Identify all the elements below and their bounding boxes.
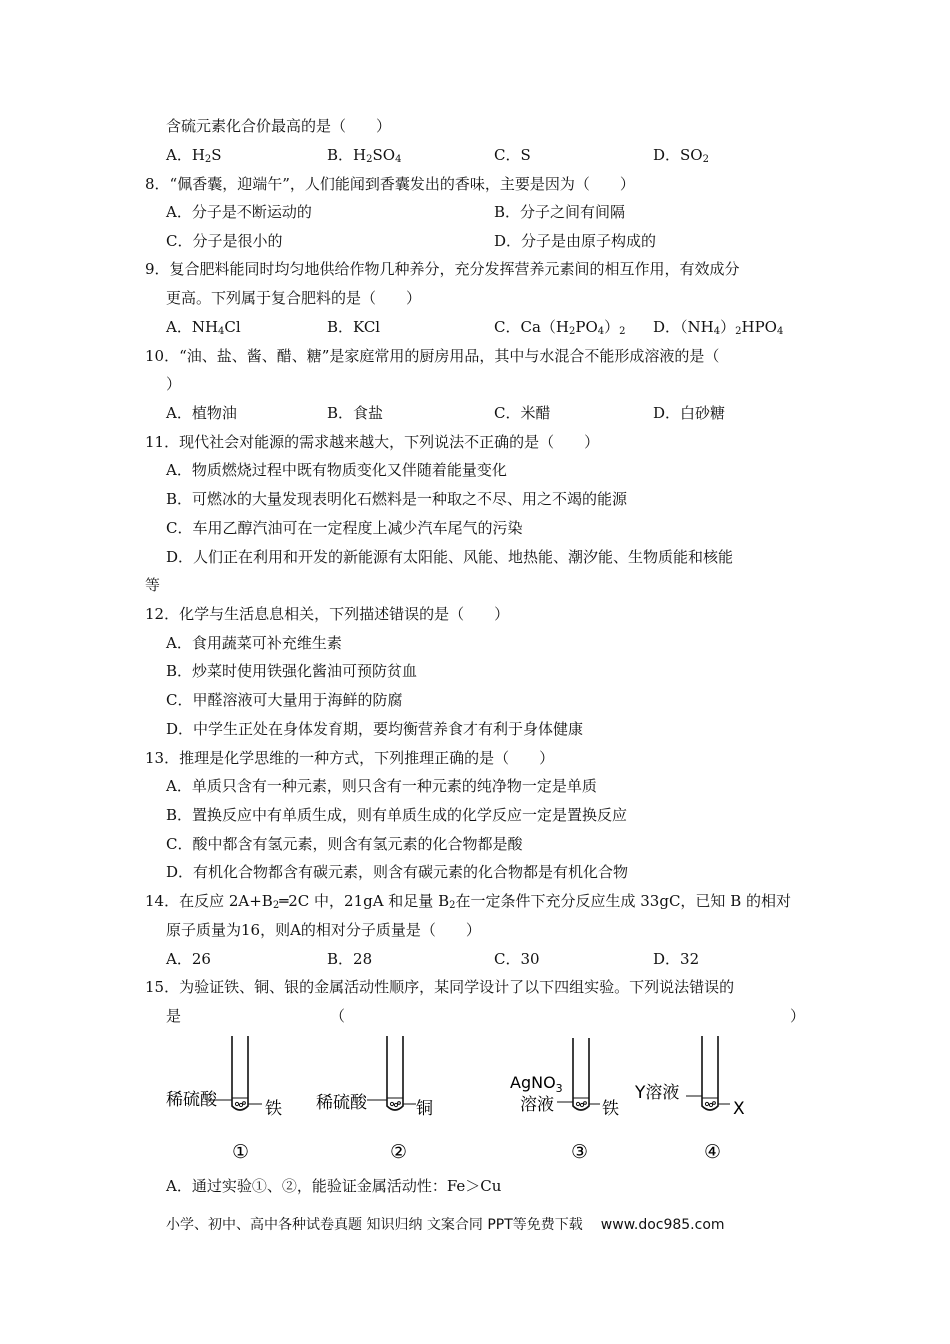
q12-stem: 12．化学与生活息息相关，下列描述错误的是（ ） [145, 605, 510, 623]
q15-option-a: A．通过实验①、②，能验证金属活动性：Fe＞Cu [166, 1177, 502, 1195]
q14-option-b: B．28 [327, 950, 373, 968]
experiment-3-metal: 铁 [602, 1099, 619, 1119]
q13-option-c: C．酸中都含有氢元素，则含有氢元素的化合物都是酸 [166, 835, 523, 853]
q11-option-b: B．可燃冰的大量发现表明化石燃料是一种取之不尽、用之不竭的能源 [166, 490, 628, 508]
experiment-3-number: ③ [571, 1141, 589, 1163]
q14-option-a: A．26 [166, 950, 211, 968]
q12-option-d: D．中学生正处在身体发育期，要均衡营养食才有利于身体健康 [166, 720, 584, 738]
q7-option-a: A．$H_2S$ [166, 146, 222, 165]
experiment-3-solution-label: 溶液 [520, 1095, 554, 1115]
q11-option-c: C．车用乙醇汽油可在一定程度上减少汽车尾气的污染 [166, 519, 523, 537]
q8-option-d: D．分子是由原子构成的 [494, 232, 657, 250]
q7-option-c: C．S [494, 146, 531, 164]
q10-option-d: D．白砂糖 [653, 404, 726, 422]
q13-option-b: B．置换反应中有单质生成，则有单质生成的化学反应一定是置换反应 [166, 806, 628, 824]
experiment-4-solution: Y溶液 [635, 1083, 680, 1103]
q10-stem-line2: ） [166, 375, 182, 393]
q8-option-b: B．分子之间有间隔 [494, 203, 626, 221]
experiment-3-solution-formula: AgNO$_3$ [510, 1073, 563, 1095]
q9-option-c: C．$Ca(H_2PO_4)_2$ [494, 318, 626, 337]
q14-stem-line2: 原子质量为16，则A的相对分子质量是（ ） [166, 921, 481, 939]
q9-option-b: B．KCl [327, 318, 381, 336]
q11-stem: 11．现代社会对能源的需求越来越大，下列说法不正确的是（ ） [145, 433, 600, 451]
q10-option-c: C．米醋 [494, 404, 551, 422]
experiment-1-solution: 稀硫酸 [166, 1090, 217, 1110]
q12-option-c: C．甲醛溶液可大量用于海鲜的防腐 [166, 691, 403, 709]
q14-option-d: D．32 [653, 950, 700, 968]
q14-option-c: C．30 [494, 950, 540, 968]
experiment-1-metal: 铁 [265, 1099, 282, 1119]
experiment-2-number: ② [390, 1141, 408, 1163]
q9-option-a: A．$NH_4Cl$ [166, 318, 241, 337]
page-footer [166, 1214, 725, 1234]
q13-stem: 13．推理是化学思维的一种方式，下列推理正确的是（ ） [145, 749, 555, 767]
q11-option-d-wrap: 等 [145, 576, 161, 594]
experiment-1-number: ① [232, 1141, 250, 1163]
experiment-2-solution: 稀硫酸 [316, 1093, 367, 1113]
experiment-2 [316, 1036, 433, 1163]
q7-stem: 含硫元素化合价最高的是（ ） [166, 117, 392, 135]
q7-option-b: B．$H_2SO_4$ [327, 146, 402, 165]
q15-paren-close: ） [790, 1007, 806, 1025]
q15-paren-open: （ [330, 1007, 346, 1025]
q15-stem-line1: 15．为验证铁、铜、银的金属活动性顺序，某同学设计了以下四组实验。下列说法错误的 [145, 978, 735, 996]
q12-option-a: A．食用蔬菜可补充维生素 [166, 634, 342, 652]
q12-option-b: B．炒菜时使用铁强化酱油可预防贫血 [166, 662, 418, 680]
q10-option-a: A．植物油 [166, 404, 237, 422]
experiment-diagram [150, 1030, 790, 1170]
q13-option-d: D．有机化合物都含有碳元素，则含有碳元素的化合物都是有机化合物 [166, 863, 629, 881]
q9-option-d: D．$(NH_4)_2HPO_4$ [653, 318, 784, 337]
experiment-2-metal: 铜 [416, 1099, 433, 1119]
q8-stem: 8．“佩香囊，迎端午”，人们能闻到香囊发出的香味，主要是因为（ ） [145, 175, 635, 193]
experiment-4-metal: X [733, 1099, 745, 1119]
q10-option-b: B．食盐 [327, 404, 384, 422]
q7-option-d: D．$SO_2$ [653, 146, 709, 165]
q9-stem-line2: 更高。下列属于复合肥料的是（ ） [166, 289, 422, 307]
footer-site-link[interactable]: www.doc985.com [600, 1217, 725, 1233]
q13-option-a: A．单质只含有一种元素，则只含有一种元素的纯净物一定是单质 [166, 777, 597, 795]
experiment-3 [510, 1038, 619, 1163]
q9-stem-line1: 9．复合肥料能同时均匀地供给作物几种养分，充分发挥营养元素间的相互作用，有效成分 [145, 260, 740, 278]
q8-option-c: C．分子是很小的 [166, 232, 283, 250]
q11-option-d: D．人们正在利用和开发的新能源有太阳能、风能、地热能、潮汐能、生物质能和核能 [166, 548, 734, 566]
q15-stem-line2: 是 [166, 1007, 182, 1025]
q14-stem-line1: 14．在反应 $2A+B_2═2C$ 中，21gA 和足量 $B_2$在一定条件下充分反应生成 33gC，已知 B 的相对 [145, 892, 791, 911]
q11-option-a: A．物质燃烧过程中既有物质变化又伴随着能量变化 [166, 461, 507, 479]
experiment-4 [634, 1036, 745, 1163]
q10-stem-line1: 10．“油、盐、酱、醋、糖”是家庭常用的厨房用品，其中与水混合不能形成溶液的是（ [145, 347, 720, 365]
q8-option-a: A．分子是不断运动的 [166, 203, 312, 221]
footer-text: 小学、初中、高中各种试卷真题 知识归纳 文案合同 PPT等免费下载 [166, 1217, 583, 1233]
experiment-4-number: ④ [704, 1141, 722, 1163]
experiment-1 [166, 1036, 282, 1163]
